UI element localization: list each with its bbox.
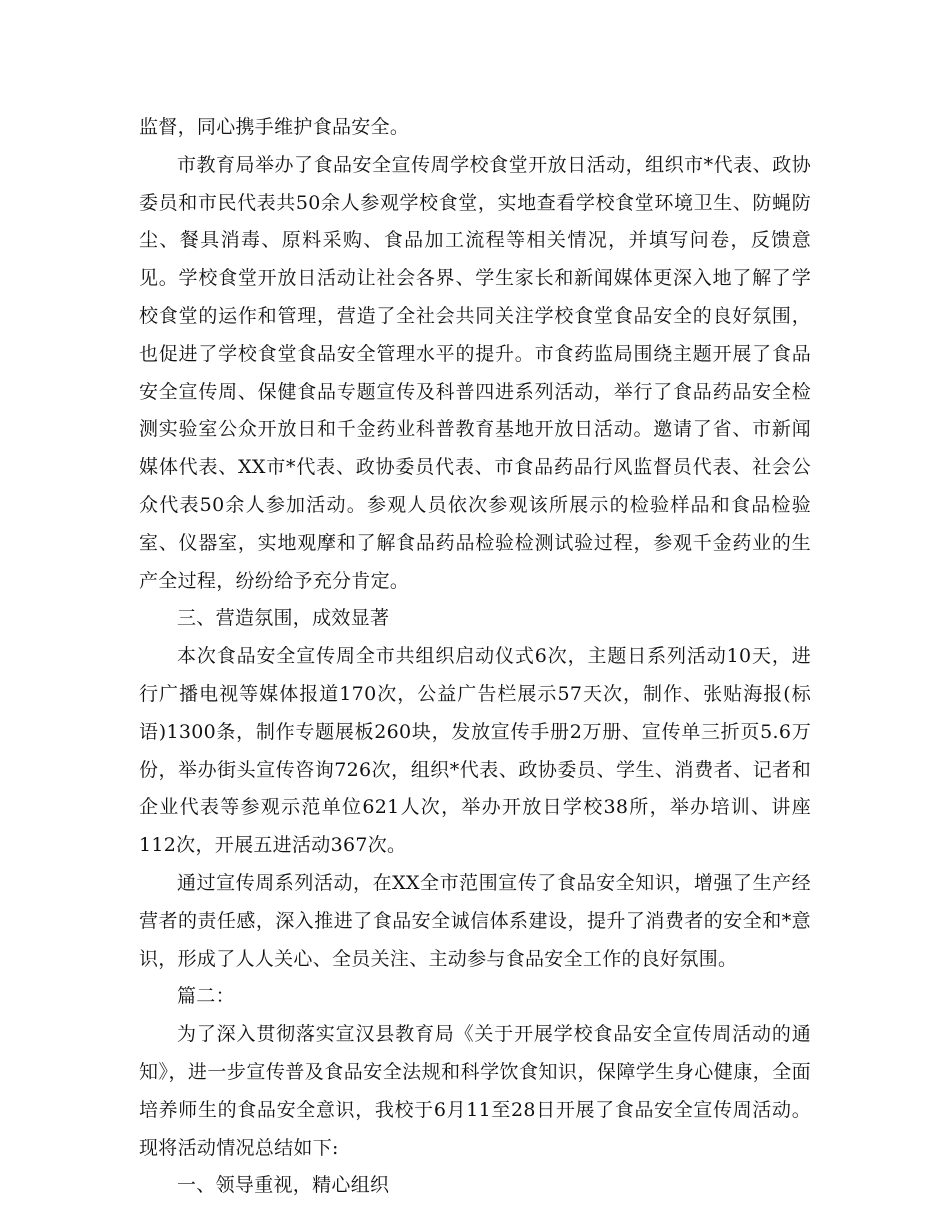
paragraph-continuation: 监督，同心携手维护食品安全。 [139, 116, 410, 138]
section-heading-3: 三、营造氛围，成效显著 [177, 607, 390, 630]
section-heading-1: 一、领导重视，精心组织 [177, 1174, 390, 1197]
paragraph-school-canteen-open-day: 市教育局举办了食品安全宣传周学校食堂开放日活动，组织市*代表、政协委员和市民代表共50余人参观学校食堂，实地查看学校食堂环境卫生、防蝇防尘、餐具消毒、原料采购、食品加工流程等相关情况，并填写问卷，反馈意见。学校食堂开放日活动让社会各界、学生家长和新闻媒体更深入地了解了学校食堂的运作和管理，营造了全社会共同关注学校食堂食品安全的良好氛围，也促进了学校食堂食品安全管理水平的提升。市食药监局围绕主题开展了食品安全宣传周、保健食品专题宣传及科普四进系列活动，举行了食品药品安全检测实验室公众开放日和千金药业科普教育基地开放日活动。邀请了省、市新闻媒体代表、XX市*代表、政协委员代表、市食品药品行风监督员代表、社会公众代表50余人参加活动。参观人员依次参观该所展示的检验样品和食品检验室、仪器室，实地观摩和了解食品药品检验检测试验过程，参观千金药业的生产全过程，纷纷给予充分肯定。 [139, 153, 811, 592]
paragraph-summary: 通过宣传周系列活动，在XX全市范围宣传了食品安全知识，增强了生产经营者的责任感，深入推进了食品安全诚信体系建设，提升了消费者的安全和*意识，形成了人人关心、全员关注、主动参与食品安全工作的良好氛围。 [139, 871, 811, 970]
paragraph-statistics: 本次食品安全宣传周全市共组织启动仪式6次，主题日系列活动10天，进行广播电视等媒体报道170次，公益广告栏展示57天次，制作、张贴海报(标语)1300条，制作专题展板260块，发放宣传手册2万册、宣传单三折页5.6万份，举办街头宣传咨询726次，组织*代表、政协委员、学生、消费者、记者和企业代表等参观示范单位621人次，举办开放日学校38所，举办培训、讲座112次，开展五进活动367次。 [139, 645, 811, 857]
article-heading-part-two: 篇二： [177, 985, 235, 1008]
paragraph-introduction: 为了深入贯彻落实宣汉县教育局《关于开展学校食品安全宣传周活动的通知》，进一步宣传普及食品安全法规和科学饮食知识，保障学生身心健康，全面培养师生的食品安全意识，我校于6月11至28日开展了食品安全宣传周活动。现将活动情况总结如下: [139, 1023, 811, 1159]
document-page [139, 109, 811, 1205]
